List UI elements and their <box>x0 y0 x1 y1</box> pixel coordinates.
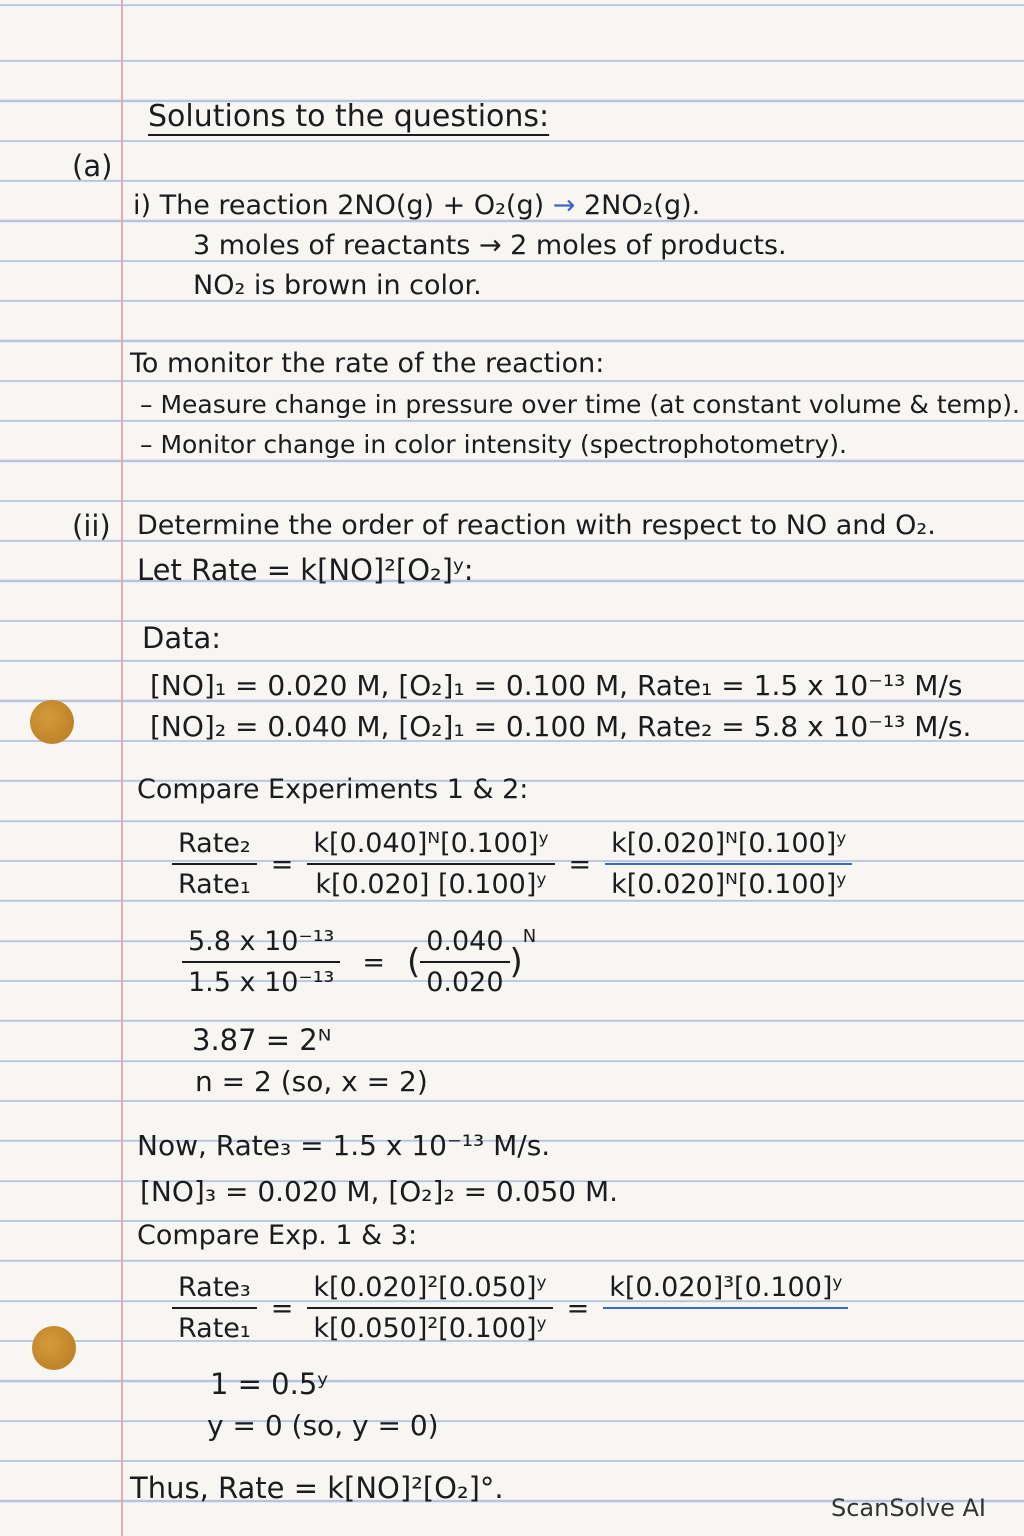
color-line: NO₂ is brown in color. <box>193 270 482 301</box>
part-a-label: (a) <box>72 149 113 183</box>
fraction <box>605 828 852 900</box>
denominator: k[0.020] [0.100]ʸ <box>315 869 547 900</box>
denominator: k[0.050]²[0.100]ʸ <box>313 1313 547 1344</box>
open-paren: ( <box>406 942 421 982</box>
conclusion-line: Thus, Rate = k[NO]²[O₂]°. <box>130 1471 504 1505</box>
data-line: [NO]₂ = 0.040 M, [O₂]₁ = 0.100 M, Rate₂ = 5.8 x 10⁻¹³ M/s. <box>150 710 972 743</box>
brand-watermark: ScanSolve AI <box>830 1494 986 1522</box>
numerator: Rate₂ <box>172 828 257 865</box>
fraction <box>172 828 257 900</box>
data-heading: Data: <box>142 621 222 655</box>
equals-sign: = <box>270 848 294 880</box>
numerator: k[0.020]²[0.050]ʸ <box>307 1272 552 1309</box>
denominator: Rate₁ <box>178 869 251 900</box>
order-line: Determine the order of reaction with respect to NO and O₂. <box>137 510 936 541</box>
part-ii-label: (ii) <box>72 509 111 543</box>
margin-line <box>121 0 123 1536</box>
monitor-item: – Measure change in pressure over time (at constant volume & temp). <box>140 390 1020 419</box>
numerator: k[0.040]ᴺ[0.100]ʸ <box>307 828 554 865</box>
reaction-text: i) The reaction 2NO(g) + O₂(g) <box>133 190 545 221</box>
step-line: 1 = 0.5ʸ <box>210 1367 329 1401</box>
denominator <box>716 1309 737 1344</box>
step-line: 3.87 = 2ᴺ <box>192 1023 332 1057</box>
denominator: 0.020 <box>426 967 504 998</box>
equals-sign: = <box>568 848 592 880</box>
numerator: 5.8 x 10⁻¹³ <box>182 926 340 963</box>
arrow-icon: → <box>552 190 576 221</box>
denominator: Rate₁ <box>178 1313 251 1344</box>
reaction-line <box>133 192 700 219</box>
compare13-heading: Compare Exp. 1 & 3: <box>137 1220 418 1251</box>
numerator: k[0.020]³[0.100]ʸ <box>603 1272 848 1309</box>
monitor-item: – Monitor change in color intensity (spectrophotometry). <box>140 430 847 459</box>
ratio-equation-3 <box>172 1272 848 1344</box>
ratio-equation-2 <box>182 926 536 998</box>
data-line: [NO]₁ = 0.020 M, [O₂]₁ = 0.100 M, Rate₁ = 1.5 x 10⁻¹³ M/s <box>150 669 963 702</box>
exponent: N <box>522 926 537 947</box>
numerator: Rate₃ <box>172 1272 257 1309</box>
numerator: k[0.020]ᴺ[0.100]ʸ <box>605 828 852 865</box>
fraction <box>172 1272 257 1344</box>
step-line: n = 2 (so, x = 2) <box>195 1065 428 1098</box>
moles-line: 3 moles of reactants → 2 moles of products. <box>193 230 787 261</box>
denominator: 1.5 x 10⁻¹³ <box>188 967 335 998</box>
numerator: 0.040 <box>420 926 509 963</box>
fraction <box>603 1272 848 1344</box>
punch-hole <box>30 700 74 744</box>
rate-law-line: Let Rate = k[NO]²[O₂]ʸ: <box>137 553 474 587</box>
equals-sign: = <box>270 1292 294 1324</box>
fraction <box>307 1272 552 1344</box>
compare12-heading: Compare Experiments 1 & 2: <box>137 774 529 805</box>
equals-sign: = <box>362 946 385 978</box>
reaction-product: 2NO₂(g). <box>583 190 701 221</box>
punch-hole <box>32 1326 76 1370</box>
step-line: y = 0 (so, y = 0) <box>207 1409 439 1442</box>
exp3-rate-line: Now, Rate₃ = 1.5 x 10⁻¹³ M/s. <box>137 1129 551 1162</box>
ratio-equation-1 <box>172 828 852 900</box>
monitor-heading: To monitor the rate of the reaction: <box>130 348 605 379</box>
denominator: k[0.020]ᴺ[0.100]ʸ <box>611 869 847 900</box>
page-title: Solutions to the questions: <box>148 99 550 134</box>
fraction <box>182 926 340 998</box>
close-paren: ) <box>509 942 523 982</box>
exp3-conc-line: [NO]₃ = 0.020 M, [O₂]₂ = 0.050 M. <box>140 1175 619 1208</box>
fraction <box>307 828 554 900</box>
fraction <box>420 926 509 998</box>
equals-sign: = <box>566 1292 590 1324</box>
